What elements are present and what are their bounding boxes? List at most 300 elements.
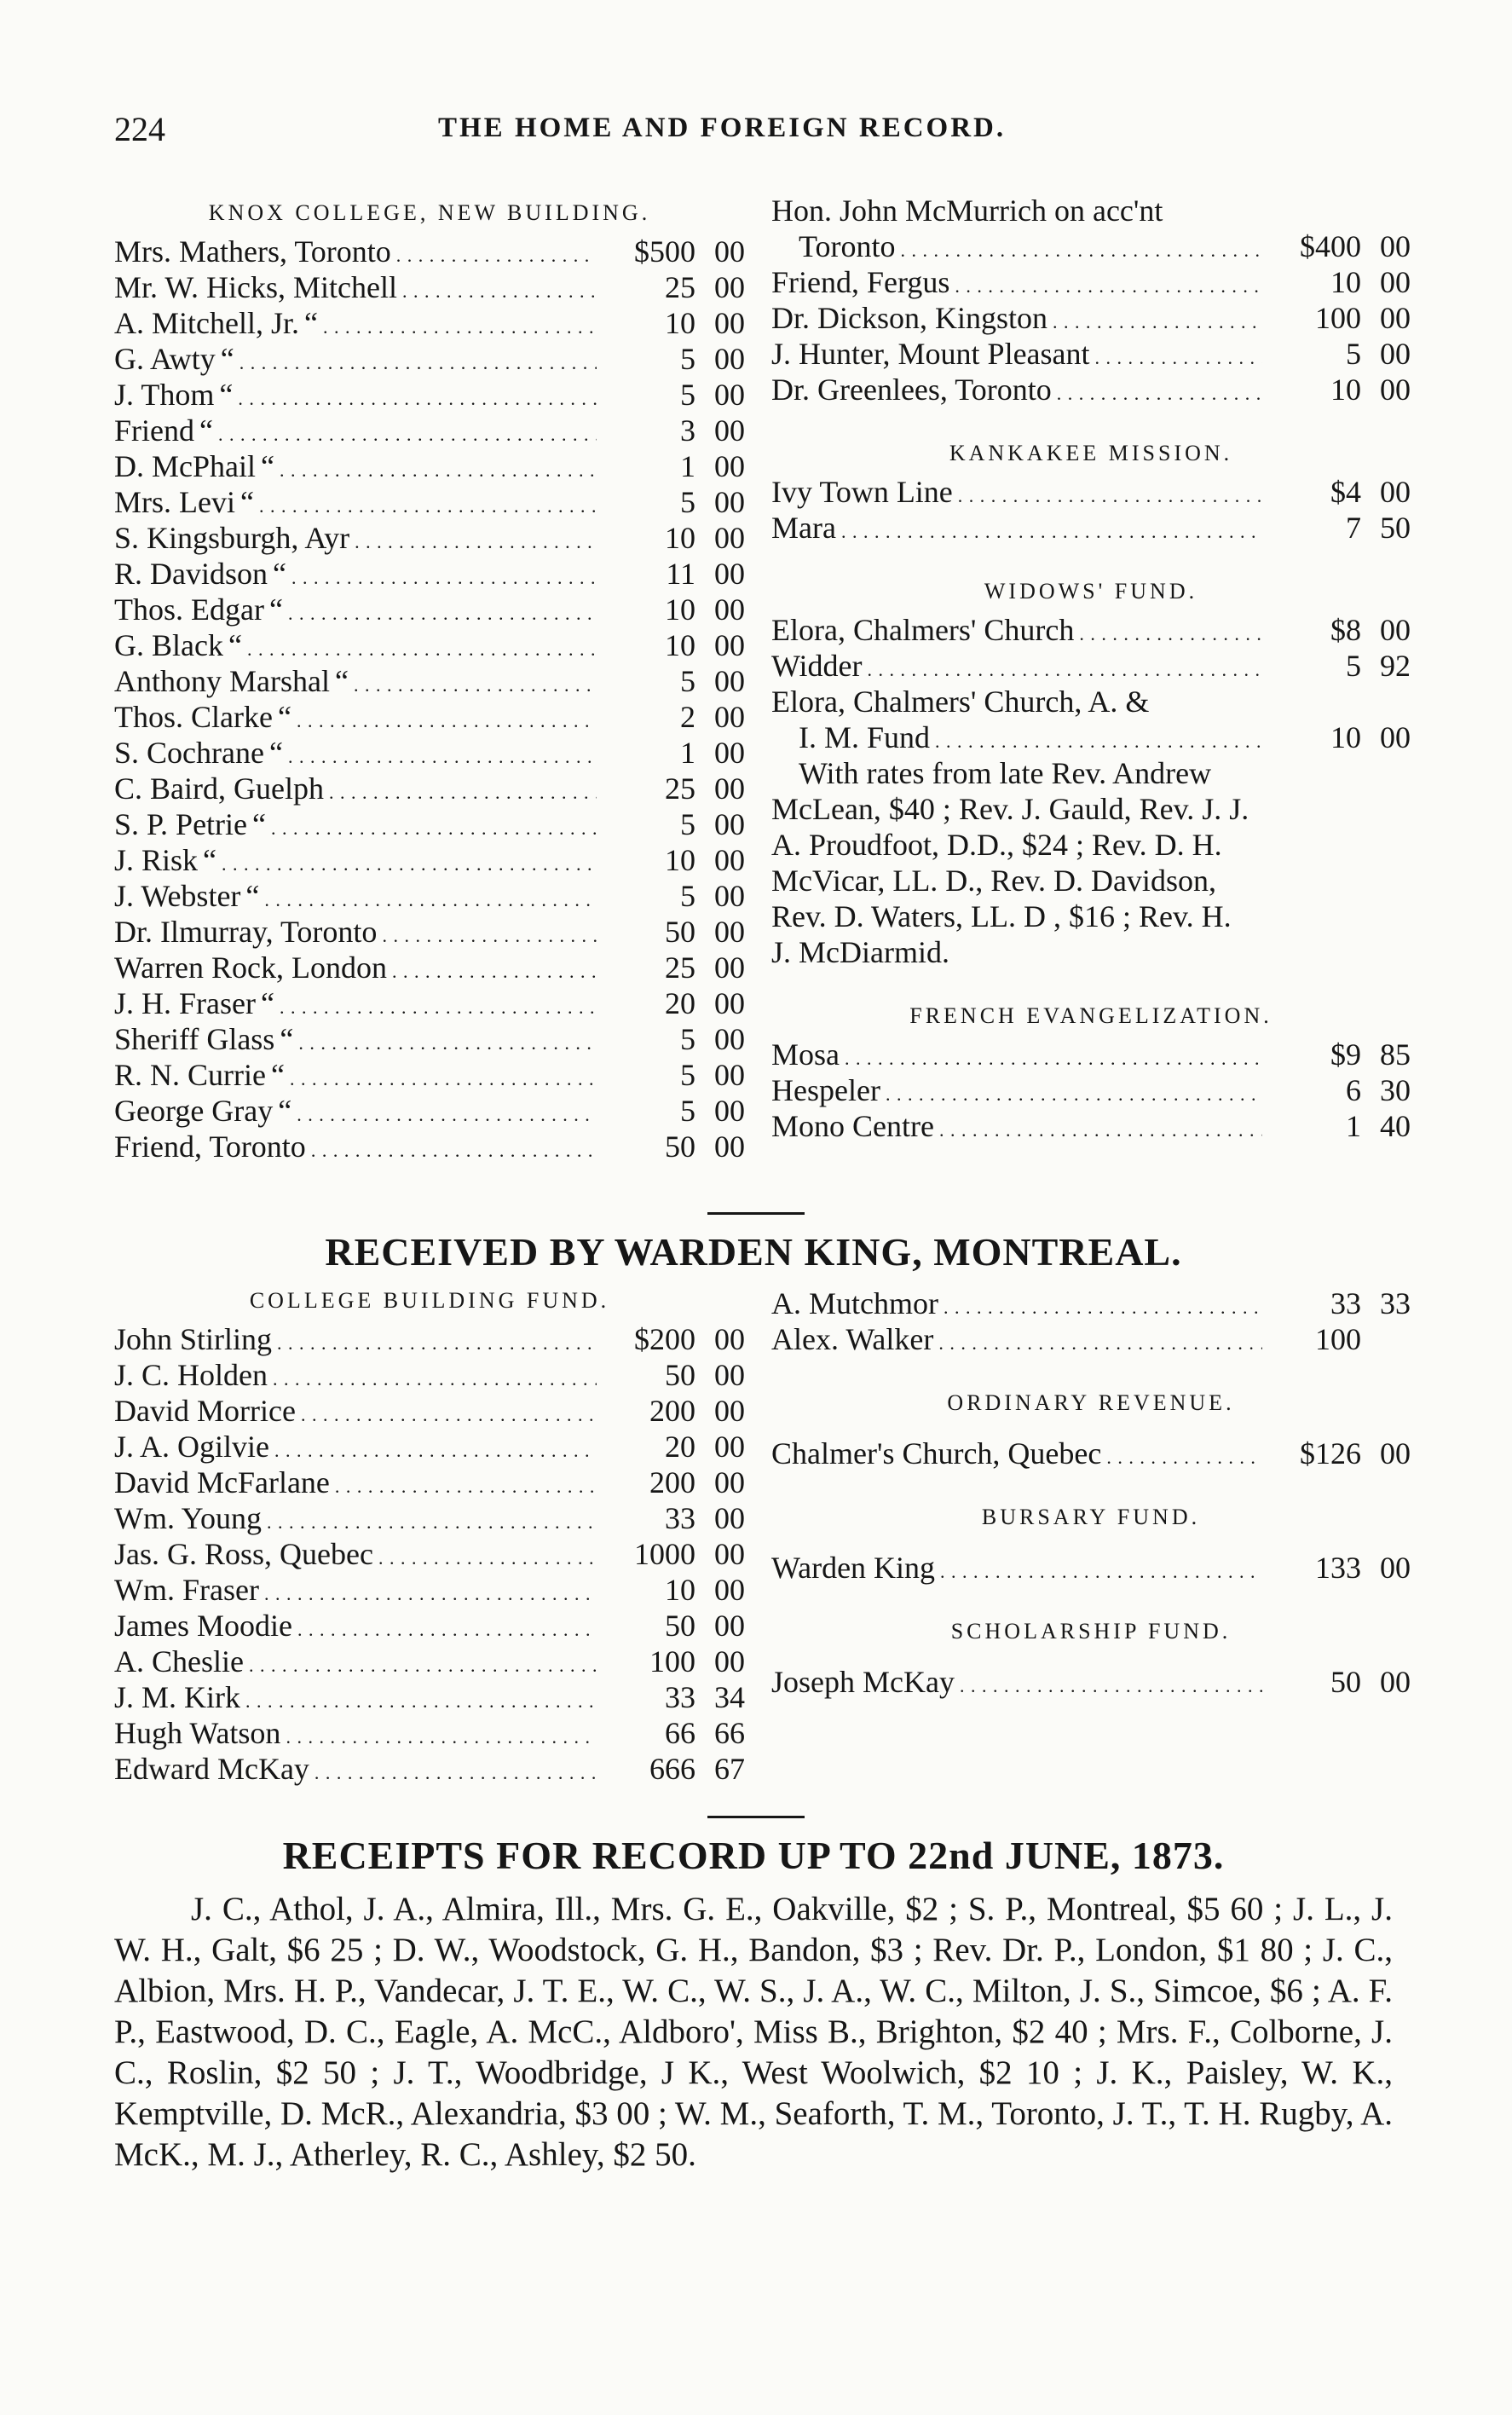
ditto-mark: “ — [280, 1022, 294, 1056]
dot-leader — [222, 842, 597, 878]
amount-cents: 00 — [1380, 1551, 1411, 1585]
dot-leader — [323, 305, 597, 341]
donor-name: Toronto — [799, 229, 896, 263]
dot-leader — [335, 1465, 597, 1500]
amount-dollars: 2 — [680, 700, 695, 734]
mcmurrich-line: Hon. John McMurrich on acc'nt — [771, 194, 1163, 228]
page-number: 224 — [114, 110, 165, 148]
dot-leader — [315, 1751, 597, 1787]
donor-name: Hespeler — [771, 1073, 880, 1107]
donation-row — [114, 1608, 745, 1644]
receipts-heading: RECEIPTS FOR RECORD UP TO 22nd JUNE, 1873. — [282, 1834, 1225, 1877]
ditto-mark: “ — [219, 378, 234, 412]
donation-row — [771, 1037, 1411, 1072]
dot-leader — [845, 1037, 1262, 1072]
college-donation-list — [114, 1321, 745, 1787]
dot-leader — [288, 735, 597, 771]
donation-row — [771, 1108, 1411, 1144]
donor-name: John Stirling — [114, 1322, 273, 1356]
ditto-mark: “ — [268, 592, 283, 627]
amount-cents: 00 — [714, 306, 745, 340]
donor-name: J. M. Kirk — [114, 1680, 241, 1714]
dot-leader — [378, 1536, 597, 1572]
amount-dollars: 666 — [649, 1752, 695, 1786]
ditto-mark: “ — [303, 306, 318, 340]
scholarship-fund-list — [771, 1664, 1411, 1700]
amount-cents: 00 — [1380, 301, 1411, 335]
amount-cents: 00 — [1380, 475, 1411, 509]
dot-leader — [355, 520, 597, 556]
amount-dollars: 1 — [680, 449, 695, 483]
amount-dollars: 5 — [1346, 337, 1361, 371]
amount-dollars: $500 — [634, 234, 695, 269]
dot-leader — [218, 413, 597, 448]
donation-row — [771, 372, 1411, 407]
ditto-mark: “ — [277, 700, 291, 734]
ditto-mark: “ — [270, 1058, 285, 1092]
donor-name: George Gray — [114, 1094, 274, 1128]
donor-name: J. C. Holden — [114, 1358, 268, 1392]
amount-dollars: $9 — [1330, 1037, 1361, 1072]
knox-donation-list — [114, 234, 745, 1164]
ditto-mark: “ — [239, 485, 254, 519]
dot-leader — [960, 1664, 1262, 1700]
donation-row — [114, 592, 745, 627]
dot-leader — [298, 1021, 597, 1057]
donation-row — [114, 1057, 745, 1093]
amount-cents: 33 — [1380, 1286, 1411, 1320]
donor-name: S. P. Petrie — [114, 807, 248, 841]
donor-name: J. A. Ogilvie — [114, 1430, 270, 1464]
dot-leader — [886, 1072, 1262, 1108]
amount-cents: 00 — [714, 879, 745, 913]
donor-name: I. M. Fund — [799, 720, 931, 754]
amount-cents: 00 — [714, 521, 745, 555]
dot-leader — [288, 592, 597, 627]
amount-dollars: $200 — [634, 1322, 695, 1356]
amount-cents: 00 — [714, 915, 745, 949]
donation-row — [114, 1465, 745, 1500]
donation-row — [114, 484, 745, 520]
dot-leader — [841, 510, 1262, 546]
amount-dollars: 5 — [680, 1058, 695, 1092]
amount-cents: 00 — [714, 234, 745, 269]
donor-name: Warden King — [771, 1551, 936, 1585]
amount-cents: 00 — [714, 378, 745, 412]
amount-dollars: 1 — [680, 736, 695, 770]
donation-row — [114, 842, 745, 878]
amount-cents: 00 — [714, 736, 745, 770]
donor-name: Dr. Ilmurray, Toronto — [114, 915, 378, 949]
dot-leader — [271, 806, 597, 842]
amount-cents: 00 — [714, 1609, 745, 1643]
amount-dollars: 7 — [1346, 511, 1361, 545]
amount-cents: 00 — [714, 1465, 745, 1499]
donor-name: Hugh Watson — [114, 1716, 281, 1750]
donor-name: Mrs. Mathers, Toronto — [114, 234, 391, 269]
ditto-mark: “ — [245, 879, 260, 913]
donor-name: David McFarlane — [114, 1465, 330, 1499]
amount-dollars: 50 — [665, 915, 695, 949]
donation-row — [771, 1664, 1411, 1700]
donation-row — [114, 1357, 745, 1393]
donation-row — [114, 1393, 745, 1429]
ditto-mark: “ — [203, 843, 217, 877]
donation-row — [114, 1093, 745, 1129]
amount-cents: 00 — [1380, 1436, 1411, 1470]
dot-leader — [249, 1644, 597, 1679]
kankakee-donation-list — [771, 474, 1411, 546]
dot-leader — [958, 474, 1262, 510]
elora-line: Elora, Chalmers' Church, A. & — [771, 685, 1150, 719]
donation-row — [771, 336, 1411, 372]
dot-leader — [297, 1608, 597, 1644]
amount-cents: 85 — [1380, 1037, 1411, 1072]
dot-leader — [297, 1093, 597, 1129]
amount-cents: 00 — [714, 628, 745, 662]
donor-name: Edward McKay — [114, 1752, 309, 1786]
amount-dollars: 10 — [1330, 373, 1361, 407]
donation-row — [771, 1072, 1411, 1108]
dot-leader — [259, 484, 597, 520]
ditto-mark: “ — [334, 664, 349, 698]
donation-row — [771, 228, 1411, 264]
amount-cents: 00 — [714, 557, 745, 591]
amount-cents: 00 — [714, 1644, 745, 1678]
section-title: FRENCH EVANGELIZATION. — [909, 1003, 1273, 1028]
amount-cents: 00 — [714, 807, 745, 841]
amount-dollars: 5 — [680, 879, 695, 913]
amount-cents: 00 — [714, 1430, 745, 1464]
donation-row — [771, 719, 1411, 755]
donor-name: J. Hunter, Mount Pleasant — [771, 337, 1090, 371]
donation-row — [114, 1129, 745, 1164]
donor-name: Mono Centre — [771, 1109, 934, 1143]
amount-dollars: 50 — [1330, 1665, 1361, 1699]
amount-dollars: 100 — [1315, 1322, 1361, 1356]
donor-name: Alex. Walker — [771, 1322, 934, 1356]
donor-name: Mara — [771, 511, 836, 545]
donor-name: G. Awty — [114, 342, 216, 376]
amount-cents: 00 — [714, 1130, 745, 1164]
amount-dollars: 25 — [665, 270, 695, 304]
amount-cents: 00 — [714, 843, 745, 877]
dot-leader — [291, 556, 597, 592]
donation-row — [114, 269, 745, 305]
amount-dollars: 6 — [1346, 1073, 1361, 1107]
dot-leader — [382, 914, 597, 950]
college-building-fund-section — [114, 1285, 745, 1787]
dot-leader — [900, 228, 1262, 264]
donation-row — [114, 1751, 745, 1787]
donation-row — [114, 520, 745, 556]
dot-leader — [1053, 300, 1262, 336]
amount-cents: 00 — [1380, 229, 1411, 263]
amount-dollars: 5 — [680, 378, 695, 412]
dot-leader — [938, 1321, 1262, 1357]
amount-cents: 00 — [714, 485, 745, 519]
dot-leader — [329, 771, 597, 806]
misc-donation-list — [771, 228, 1411, 407]
dot-leader — [935, 719, 1262, 755]
donation-row — [114, 1679, 745, 1715]
elora-fund-row — [771, 719, 1411, 755]
section-title: KNOX COLLEGE, NEW BUILDING. — [208, 200, 651, 225]
donation-row — [771, 612, 1411, 648]
dot-leader — [1057, 372, 1262, 407]
amount-dollars: 10 — [665, 843, 695, 877]
amount-dollars: 10 — [665, 521, 695, 555]
amount-dollars: 10 — [665, 306, 695, 340]
amount-dollars: 10 — [665, 628, 695, 662]
dot-leader — [277, 1321, 597, 1357]
dot-leader — [311, 1129, 597, 1164]
amount-cents: 00 — [714, 1394, 745, 1428]
donor-name: James Moodie — [114, 1609, 292, 1643]
donor-name: Thos. Clarke — [114, 700, 273, 734]
rates-line: A. Proudfoot, D.D., $24 ; Rev. D. H. — [771, 828, 1222, 862]
donation-row — [114, 1715, 745, 1751]
ditto-mark: “ — [261, 449, 274, 483]
amount-dollars: 5 — [680, 1094, 695, 1128]
section-title: BURSARY FUND. — [981, 1505, 1201, 1529]
donor-name: Jas. G. Ross, Quebec — [114, 1537, 373, 1571]
section-divider — [707, 1816, 805, 1818]
montreal-heading: RECEIVED BY WARDEN KING, MONTREAL. — [325, 1230, 1182, 1274]
section-divider — [707, 1212, 805, 1215]
dot-leader — [944, 1285, 1262, 1321]
donation-row — [114, 735, 745, 771]
donation-row — [114, 377, 745, 413]
amount-dollars: 20 — [665, 986, 695, 1020]
donation-row — [114, 771, 745, 806]
amount-dollars: 100 — [649, 1644, 695, 1678]
page-header — [114, 109, 1393, 152]
amount-cents: 00 — [1380, 720, 1411, 754]
amount-dollars: $126 — [1300, 1436, 1361, 1470]
donor-name: G. Black — [114, 628, 223, 662]
amount-dollars: 50 — [665, 1358, 695, 1392]
donor-name: Thos. Edgar — [114, 592, 264, 627]
amount-dollars: 50 — [665, 1130, 695, 1164]
amount-cents: 00 — [714, 1058, 745, 1092]
donor-name: J. Risk — [114, 843, 199, 877]
amount-cents: 00 — [714, 1573, 745, 1607]
donor-name: Friend, Toronto — [114, 1130, 306, 1164]
dot-leader — [273, 1357, 597, 1393]
donor-name: C. Baird, Guelph — [114, 771, 324, 806]
amount-cents: 00 — [714, 950, 745, 985]
donation-row — [114, 413, 745, 448]
rates-line: Rev. D. Waters, LL. D , $16 ; Rev. H. — [771, 899, 1232, 933]
amount-dollars: 5 — [680, 485, 695, 519]
donor-name: Mrs. Levi — [114, 485, 235, 519]
ordinary-revenue-list — [771, 1436, 1411, 1471]
receipts-paragraph: J. C., Athol, J. A., Almira, Ill., Mrs. G. E., Oakville, $2 ; S. P., Montreal, $5 60 ; J. L., J. W. H., Galt, $6 25 ; D. W., Woodstock, G. H., Bandon, $3 ; Rev. Dr. P., London, $1 80 ; J. C., Albion, Mrs. H. P., Vandecar, J. T. E., W. C., W. S., J. A., W. C., Milton, J. S., Simcoe, $6 ; A. F. P., Eastwood, D. C., Eagle, A. McC., Aldboro', Miss B., Brighton, $2 40 ; Mrs. F., Colborne, J. C., Roslin, $2 50 ; J. T., Woodbridge, J K., West Woolwich, $2 10 ; J. K., Paisley, W. K., Kemptville, D. McR., Alexandria, $3 00 ; W. M., Seaforth, T. M., Toronto, J. T., T. H. Rugby, A. McK., M. J., Atherley, R. C., Ashley, $2 50. — [114, 1891, 1393, 2173]
donation-row — [114, 663, 745, 699]
amount-dollars: 66 — [665, 1716, 695, 1750]
rates-line: With rates from late Rev. Andrew — [799, 756, 1212, 790]
dot-leader — [239, 341, 597, 377]
donor-name: Chalmer's Church, Quebec — [771, 1436, 1102, 1470]
dot-leader — [280, 985, 597, 1021]
dot-leader — [955, 264, 1262, 300]
donor-name: David Morrice — [114, 1394, 296, 1428]
dot-leader — [940, 1550, 1262, 1586]
dot-leader — [1095, 336, 1262, 372]
dot-leader — [1106, 1436, 1262, 1471]
donor-name: J. Webster — [114, 879, 241, 913]
amount-cents: 30 — [1380, 1073, 1411, 1107]
donor-name: D. McPhail — [114, 449, 256, 483]
rates-paragraph — [771, 755, 1411, 970]
amount-dollars: 50 — [665, 1609, 695, 1643]
donor-name: Sheriff Glass — [114, 1022, 275, 1056]
donation-row — [114, 699, 745, 735]
donor-name: Mr. W. Hicks, Mitchell — [114, 270, 397, 304]
donation-row — [771, 510, 1411, 546]
donation-row — [114, 806, 745, 842]
amount-dollars: 100 — [1315, 301, 1361, 335]
donation-row — [771, 1285, 1411, 1321]
rates-line: McLean, $40 ; Rev. J. Gauld, Rev. J. J. — [771, 792, 1249, 826]
donor-name: Friend, Fergus — [771, 265, 950, 299]
amount-dollars: 200 — [649, 1394, 695, 1428]
amount-dollars: 5 — [680, 1022, 695, 1056]
widows-donation-list — [771, 612, 1411, 684]
running-title: THE HOME AND FOREIGN RECORD. — [438, 113, 1007, 143]
donor-name: J. H. Fraser — [114, 986, 256, 1020]
right-column-upper — [771, 193, 1411, 1144]
donor-name: Warren Rock, London — [114, 950, 388, 985]
amount-dollars: 11 — [666, 557, 695, 591]
donor-name: Wm. Young — [114, 1501, 263, 1535]
amount-cents: 00 — [714, 1501, 745, 1535]
amount-dollars: 10 — [1330, 265, 1361, 299]
amount-cents: 00 — [714, 413, 745, 448]
amount-dollars: 10 — [1330, 720, 1361, 754]
bursary-fund-list — [771, 1550, 1411, 1586]
donation-row — [114, 950, 745, 985]
donation-row — [114, 1429, 745, 1465]
amount-cents: 40 — [1380, 1109, 1411, 1143]
donation-row — [114, 1321, 745, 1357]
amount-cents: 34 — [714, 1680, 745, 1714]
dot-leader — [264, 878, 597, 914]
amount-dollars: 133 — [1315, 1551, 1361, 1585]
ditto-mark: “ — [268, 736, 283, 770]
ditto-mark: “ — [273, 557, 286, 591]
amount-dollars: 200 — [649, 1465, 695, 1499]
dot-leader — [290, 1057, 597, 1093]
dot-leader — [868, 648, 1262, 684]
amount-cents: 50 — [1380, 511, 1411, 545]
dot-leader — [396, 234, 597, 269]
amount-cents: 00 — [714, 1094, 745, 1128]
donor-name: A. Mitchell, Jr. — [114, 306, 299, 340]
amount-dollars: 5 — [680, 342, 695, 376]
donor-name: Joseph McKay — [771, 1665, 955, 1699]
donor-name: R. Davidson — [114, 557, 268, 591]
donation-row — [771, 300, 1411, 336]
amount-cents: 92 — [1380, 649, 1411, 683]
section-title: COLLEGE BUILDING FUND. — [249, 1288, 610, 1313]
amount-dollars: 20 — [665, 1430, 695, 1464]
donation-row — [114, 914, 745, 950]
donation-row — [114, 627, 745, 663]
donor-name: Widder — [771, 649, 863, 683]
amount-dollars: 25 — [665, 950, 695, 985]
donation-row — [114, 1644, 745, 1679]
amount-cents: 00 — [1380, 373, 1411, 407]
donation-row — [114, 448, 745, 484]
donation-row — [114, 1500, 745, 1536]
amount-cents: 00 — [714, 1537, 745, 1571]
donation-row — [114, 305, 745, 341]
ditto-mark: “ — [199, 413, 213, 448]
donation-row — [114, 556, 745, 592]
amount-dollars: 5 — [680, 664, 695, 698]
donation-row — [771, 1321, 1411, 1357]
amount-dollars: $4 — [1330, 475, 1361, 509]
amount-cents: 00 — [714, 700, 745, 734]
amount-dollars: 1 — [1346, 1109, 1361, 1143]
donation-row — [771, 1436, 1411, 1471]
dot-leader — [247, 627, 597, 663]
ditto-mark: “ — [252, 807, 267, 841]
right-column-lower — [771, 1285, 1411, 1700]
knox-college-section — [114, 198, 745, 1164]
donation-row — [114, 878, 745, 914]
dot-leader — [392, 950, 597, 985]
dot-leader — [245, 1679, 597, 1715]
dot-leader — [267, 1500, 597, 1536]
amount-cents: 00 — [714, 1358, 745, 1392]
section-title: WIDOWS' FUND. — [984, 579, 1198, 604]
donor-name: Friend — [114, 413, 194, 448]
dot-leader — [280, 448, 597, 484]
rates-line: J. McDiarmid. — [771, 935, 949, 969]
donor-name: Dr. Greenlees, Toronto — [771, 373, 1052, 407]
donation-row — [771, 1550, 1411, 1586]
donor-name: J. Thom — [114, 378, 215, 412]
donation-row — [114, 341, 745, 377]
dot-leader — [301, 1393, 597, 1429]
donor-name: Elora, Chalmers' Church — [771, 613, 1075, 647]
donation-row — [114, 985, 745, 1021]
ditto-mark: “ — [228, 628, 242, 662]
dot-leader — [1079, 612, 1262, 648]
dot-leader — [238, 377, 597, 413]
ditto-mark: “ — [260, 986, 274, 1020]
donation-row — [771, 264, 1411, 300]
ditto-mark: “ — [220, 342, 234, 376]
dot-leader — [286, 1715, 597, 1751]
dot-leader — [354, 663, 597, 699]
amount-cents: 00 — [714, 1022, 745, 1056]
amount-cents: 00 — [714, 664, 745, 698]
amount-cents: 00 — [714, 270, 745, 304]
french-donation-list — [771, 1037, 1411, 1144]
amount-dollars: 3 — [680, 413, 695, 448]
amount-dollars: 5 — [680, 807, 695, 841]
dot-leader — [939, 1108, 1262, 1144]
amount-cents: 00 — [714, 592, 745, 627]
donation-row — [114, 234, 745, 269]
amount-cents: 00 — [714, 342, 745, 376]
amount-dollars: 33 — [665, 1501, 695, 1535]
amount-cents: 00 — [1380, 613, 1411, 647]
